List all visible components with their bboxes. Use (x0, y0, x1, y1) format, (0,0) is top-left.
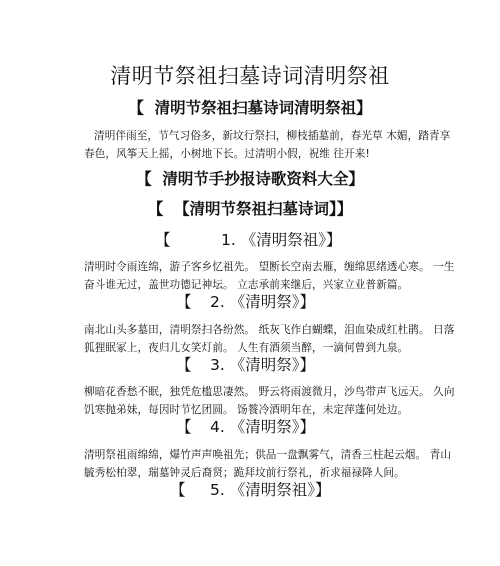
section-heading-2: 【 清明节手抄报诗歌资料大全】 (136, 170, 364, 188)
poem-heading-bracket: 【 (170, 481, 186, 499)
poem-heading-2 (0, 291, 500, 313)
poem-heading-bracket: 【 (176, 293, 192, 311)
poem-title: 2. 《清明祭》】 (210, 293, 315, 311)
poem-title: 4. 《清明祭》】 (210, 418, 315, 436)
poem-body-1: 清明时令雨连绵，游子客乡忆祖先。 望断长空南去雁，缠绵思绪透心寒。 一生奋斗谁无过，盖世功德记神坛。 立志承前来继后，兴家立业普新篇。 (84, 261, 455, 291)
section-heading-3: 【 【清明节祭祖扫墓诗词】】 (147, 200, 353, 218)
poem-heading-3 (0, 354, 500, 376)
poem-heading-5 (0, 479, 500, 501)
document-title: 清明节祭祖扫墓诗词清明祭祖 (110, 64, 390, 88)
poem-body-2: 南北山头多墓田，清明祭扫各纷然。 纸灰飞作白蝴蝶，泪血染成红杜鹃。 日落狐狸眠冢上，夜归儿女笑灯前。 人生有酒须当醉，一滴何曾到九泉。 (84, 324, 455, 354)
poem-heading-bracket: 【 (155, 231, 171, 249)
poem-body-3: 柳暗花香愁不眠，独凭危槛思凄然。 野云将雨渡微月，沙鸟带声飞远天。 久向饥寒抛弟妹，每因时节忆团圆。 饧餮冷酒明年在，未定萍蓬何处边。 (84, 386, 455, 416)
poem-title: 5. 《清明祭祖》】 (210, 481, 331, 499)
poem-heading-bracket: 【 (176, 418, 192, 436)
poem-heading-4 (0, 416, 500, 438)
poem-title: 3. 《清明祭》】 (210, 356, 315, 374)
poem-body-4: 清明祭祖雨绵绵，爆竹声声唤祖先；供品一盘飘雾气，清香三柱起云烟。 青山毓秀松柏翠，瑞墓钟灵后裔贤；跪拜坟前行祭礼，祈求福禄降人间。 (84, 449, 452, 479)
section-heading-1: 【 清明节祭祖扫墓诗词清明祭祖】 (128, 99, 372, 117)
poem-title: 1. 《清明祭祖》】 (221, 231, 342, 249)
poem-heading-1 (0, 229, 500, 251)
poem-heading-bracket: 【 (176, 356, 192, 374)
intro-paragraph: 清明伴雨至，节气习俗多，新坟行祭扫，柳枝插墓前，春光草 木媚，踏青享春色，风筝天上摇，小树地下长。过清明小假，祝维 往开来! (84, 130, 451, 160)
